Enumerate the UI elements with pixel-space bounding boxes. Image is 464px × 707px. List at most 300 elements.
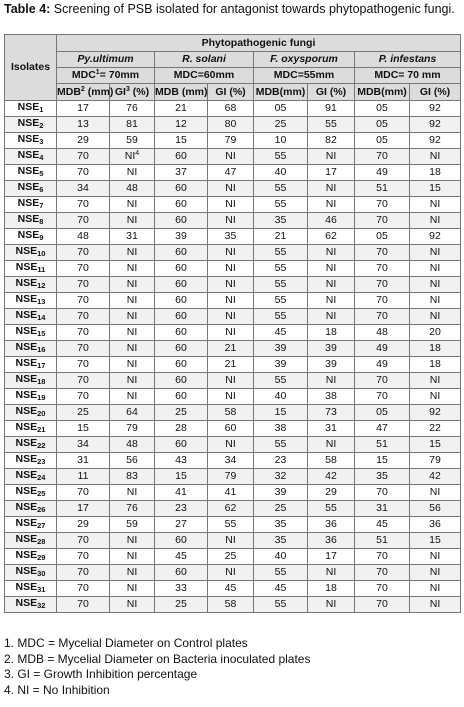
cell-p-infestans-gi: 18	[410, 357, 461, 373]
cell-py-ultimum-mdb: 11	[57, 469, 110, 485]
cell-py-ultimum-gi: NI	[110, 325, 155, 341]
cell-py-ultimum-mdb: 70	[57, 565, 110, 581]
cell-py-ultimum-mdb: 29	[57, 133, 110, 149]
isolate-name: $NSE_{17}$	[5, 357, 57, 373]
col-gi-py-ultimum: $GI^3$ (%)	[110, 84, 155, 101]
cell-f-oxysporum-gi: 38	[308, 389, 355, 405]
cell-r-solani-mdb: 39	[155, 229, 208, 245]
cell-f-oxysporum-gi: 17	[308, 549, 355, 565]
cell-py-ultimum-gi: NI	[110, 565, 155, 581]
cell-p-infestans-mdb: 31	[355, 501, 410, 517]
cell-p-infestans-mdb: 49	[355, 357, 410, 373]
cell-r-solani-mdb: 21	[155, 101, 208, 117]
cell-py-ultimum-gi: NI	[110, 277, 155, 293]
cell-r-solani-mdb: 25	[155, 597, 208, 613]
cell-p-infestans-gi: NI	[410, 277, 461, 293]
cell-p-infestans-mdb: 05	[355, 229, 410, 245]
cell-p-infestans-mdb: 48	[355, 325, 410, 341]
cell-py-ultimum-gi: 48	[110, 437, 155, 453]
table-row	[5, 469, 461, 485]
cell-py-ultimum-mdb: 70	[57, 245, 110, 261]
cell-p-infestans-gi: NI	[410, 261, 461, 277]
cell-f-oxysporum-mdb: 55	[254, 309, 308, 325]
cell-p-infestans-mdb: 15	[355, 453, 410, 469]
table-row	[5, 149, 461, 165]
cell-p-infestans-mdb: 05	[355, 117, 410, 133]
cell-py-ultimum-gi: 64	[110, 405, 155, 421]
cell-p-infestans-mdb: 35	[355, 469, 410, 485]
table-row	[5, 501, 461, 517]
col-gi-r-solani: GI (%)	[208, 84, 254, 101]
cell-p-infestans-gi: NI	[410, 549, 461, 565]
cell-f-oxysporum-mdb: 40	[254, 165, 308, 181]
cell-py-ultimum-mdb: 15	[57, 421, 110, 437]
cell-r-solani-mdb: 12	[155, 117, 208, 133]
isolate-name: $NSE_4$	[5, 149, 57, 165]
cell-r-solani-mdb: 23	[155, 501, 208, 517]
cell-r-solani-gi: NI	[208, 325, 254, 341]
table-caption	[4, 2, 460, 16]
cell-p-infestans-gi: NI	[410, 373, 461, 389]
cell-f-oxysporum-gi: 36	[308, 533, 355, 549]
cell-py-ultimum-mdb: 17	[57, 101, 110, 117]
cell-py-ultimum-gi: 83	[110, 469, 155, 485]
cell-p-infestans-mdb: 05	[355, 101, 410, 117]
cell-r-solani-gi: 47	[208, 165, 254, 181]
cell-py-ultimum-gi: NI	[110, 341, 155, 357]
cell-p-infestans-mdb: 70	[355, 597, 410, 613]
isolate-name: $NSE_7$	[5, 197, 57, 213]
cell-r-solani-gi: NI	[208, 309, 254, 325]
cell-r-solani-gi: NI	[208, 373, 254, 389]
cell-f-oxysporum-gi: NI	[308, 293, 355, 309]
cell-py-ultimum-gi: NI	[110, 245, 155, 261]
fungus-name-py-ultimum: Py.ultimum	[57, 52, 155, 68]
cell-f-oxysporum-gi: 39	[308, 357, 355, 373]
cell-py-ultimum-gi: NI	[110, 213, 155, 229]
cell-p-infestans-mdb: 05	[355, 133, 410, 149]
cell-f-oxysporum-mdb: 55	[254, 597, 308, 613]
cell-p-infestans-mdb: 70	[355, 485, 410, 501]
cell-f-oxysporum-mdb: 39	[254, 341, 308, 357]
table-row	[5, 549, 461, 565]
cell-py-ultimum-gi: NI	[110, 261, 155, 277]
col-gi-p-infestans: GI (%)	[410, 84, 461, 101]
caption-text: Screening of PSB isolated for antagonist towards phytopathogenic fungi.	[53, 2, 455, 16]
cell-py-ultimum-gi: 76	[110, 101, 155, 117]
cell-f-oxysporum-mdb: 40	[254, 549, 308, 565]
cell-py-ultimum-mdb: 70	[57, 213, 110, 229]
table-row	[5, 181, 461, 197]
header-row-columns	[5, 84, 461, 101]
cell-f-oxysporum-mdb: 55	[254, 277, 308, 293]
cell-f-oxysporum-gi: NI	[308, 197, 355, 213]
isolate-name: $NSE_6$	[5, 181, 57, 197]
cell-r-solani-gi: 35	[208, 229, 254, 245]
cell-r-solani-mdb: 15	[155, 469, 208, 485]
cell-r-solani-mdb: 27	[155, 517, 208, 533]
mdc-p-infestans: MDC= 70 mm	[355, 68, 461, 84]
isolate-name: $NSE_8$	[5, 213, 57, 229]
cell-f-oxysporum-mdb: 23	[254, 453, 308, 469]
table-row	[5, 101, 461, 117]
isolate-name: $NSE_{26}$	[5, 501, 57, 517]
cell-f-oxysporum-gi: NI	[308, 373, 355, 389]
table-row	[5, 405, 461, 421]
table-row	[5, 597, 461, 613]
table-row	[5, 293, 461, 309]
cell-r-solani-mdb: 60	[155, 389, 208, 405]
cell-py-ultimum-gi: NI	[110, 549, 155, 565]
cell-f-oxysporum-mdb: 55	[254, 565, 308, 581]
cell-r-solani-gi: NI	[208, 213, 254, 229]
cell-p-infestans-mdb: 51	[355, 533, 410, 549]
isolate-name: $NSE_{23}$	[5, 453, 57, 469]
cell-r-solani-gi: 79	[208, 469, 254, 485]
cell-f-oxysporum-gi: 29	[308, 485, 355, 501]
isolate-name: $NSE_{12}$	[5, 277, 57, 293]
isolate-name: $NSE_{13}$	[5, 293, 57, 309]
cell-p-infestans-mdb: 70	[355, 277, 410, 293]
cell-f-oxysporum-mdb: 55	[254, 437, 308, 453]
cell-f-oxysporum-gi: 55	[308, 501, 355, 517]
isolate-name: $NSE_{30}$	[5, 565, 57, 581]
col-mdb-p-infestans: MDB(mm)	[355, 84, 410, 101]
cell-py-ultimum-gi: 59	[110, 517, 155, 533]
cell-py-ultimum-gi: NI	[110, 533, 155, 549]
table-row	[5, 565, 461, 581]
table-row	[5, 437, 461, 453]
cell-r-solani-gi: 58	[208, 405, 254, 421]
cell-r-solani-mdb: 60	[155, 245, 208, 261]
cell-f-oxysporum-gi: 46	[308, 213, 355, 229]
table-row	[5, 165, 461, 181]
cell-py-ultimum-gi: NI	[110, 485, 155, 501]
cell-py-ultimum-gi: 48	[110, 181, 155, 197]
footnote-4: 4. NI = No Inhibition	[4, 682, 110, 697]
cell-p-infestans-mdb: 70	[355, 293, 410, 309]
cell-r-solani-gi: 25	[208, 549, 254, 565]
mdc-py-ultimum: $MDC^1= 70mm$	[57, 68, 155, 84]
cell-f-oxysporum-gi: 31	[308, 421, 355, 437]
cell-r-solani-mdb: 60	[155, 149, 208, 165]
isolate-name: $NSE_5$	[5, 165, 57, 181]
cell-r-solani-mdb: 28	[155, 421, 208, 437]
cell-f-oxysporum-mdb: 55	[254, 261, 308, 277]
header-row-fungi	[5, 52, 461, 68]
cell-py-ultimum-mdb: 34	[57, 181, 110, 197]
isolate-name: $NSE_{19}$	[5, 389, 57, 405]
cell-f-oxysporum-mdb: 25	[254, 501, 308, 517]
cell-r-solani-mdb: 60	[155, 261, 208, 277]
cell-p-infestans-mdb: 70	[355, 581, 410, 597]
table-row	[5, 277, 461, 293]
cell-r-solani-mdb: 43	[155, 453, 208, 469]
cell-py-ultimum-gi: $NI^4$	[110, 149, 155, 165]
isolate-name: $NSE_{11}$	[5, 261, 57, 277]
cell-p-infestans-gi: 92	[410, 117, 461, 133]
cell-r-solani-mdb: 60	[155, 309, 208, 325]
mdc-r-solani: MDC=60mm	[155, 68, 254, 84]
cell-p-infestans-mdb: 70	[355, 213, 410, 229]
cell-r-solani-mdb: 33	[155, 581, 208, 597]
cell-p-infestans-gi: 79	[410, 453, 461, 469]
cell-r-solani-mdb: 15	[155, 133, 208, 149]
cell-r-solani-gi: NI	[208, 389, 254, 405]
isolate-name: $NSE_9$	[5, 229, 57, 245]
cell-py-ultimum-mdb: 70	[57, 309, 110, 325]
table-row	[5, 373, 461, 389]
cell-f-oxysporum-gi: 39	[308, 341, 355, 357]
cell-py-ultimum-gi: NI	[110, 597, 155, 613]
cell-py-ultimum-gi: NI	[110, 581, 155, 597]
header-row-group	[5, 35, 461, 52]
cell-p-infestans-mdb: 05	[355, 405, 410, 421]
isolate-name: $NSE_{31}$	[5, 581, 57, 597]
cell-p-infestans-mdb: 70	[355, 261, 410, 277]
isolates-header: Isolates	[5, 35, 57, 101]
cell-p-infestans-gi: NI	[410, 245, 461, 261]
cell-py-ultimum-mdb: 70	[57, 549, 110, 565]
cell-py-ultimum-gi: 59	[110, 133, 155, 149]
table-row	[5, 213, 461, 229]
cell-p-infestans-gi: 42	[410, 469, 461, 485]
cell-py-ultimum-gi: NI	[110, 309, 155, 325]
table-row	[5, 117, 461, 133]
mdc-f-oxysporum: MDC=55mm	[254, 68, 355, 84]
isolate-name: $NSE_2$	[5, 117, 57, 133]
cell-p-infestans-gi: NI	[410, 565, 461, 581]
cell-f-oxysporum-mdb: 32	[254, 469, 308, 485]
cell-py-ultimum-mdb: 29	[57, 517, 110, 533]
cell-p-infestans-mdb: 45	[355, 517, 410, 533]
cell-f-oxysporum-mdb: 55	[254, 245, 308, 261]
isolate-name: $NSE_{32}$	[5, 597, 57, 613]
fungus-name-p-infestans: P. infestans	[355, 52, 461, 68]
isolate-name: $NSE_{29}$	[5, 549, 57, 565]
table-row	[5, 357, 461, 373]
cell-r-solani-gi: 58	[208, 597, 254, 613]
cell-r-solani-mdb: 60	[155, 533, 208, 549]
table-row	[5, 485, 461, 501]
cell-p-infestans-mdb: 49	[355, 165, 410, 181]
cell-r-solani-gi: NI	[208, 197, 254, 213]
cell-r-solani-gi: NI	[208, 565, 254, 581]
cell-py-ultimum-mdb: 70	[57, 341, 110, 357]
cell-f-oxysporum-gi: NI	[308, 149, 355, 165]
isolate-name: $NSE_{28}$	[5, 533, 57, 549]
cell-f-oxysporum-mdb: 55	[254, 293, 308, 309]
fungus-name-r-solani: R. solani	[155, 52, 254, 68]
cell-p-infestans-mdb: 70	[355, 309, 410, 325]
cell-py-ultimum-gi: NI	[110, 197, 155, 213]
col-gi-f-oxysporum: GI (%)	[308, 84, 355, 101]
table-row	[5, 389, 461, 405]
cell-p-infestans-gi: NI	[410, 389, 461, 405]
isolate-name: $NSE_{18}$	[5, 373, 57, 389]
cell-f-oxysporum-mdb: 40	[254, 389, 308, 405]
cell-p-infestans-gi: 15	[410, 437, 461, 453]
cell-f-oxysporum-gi: 91	[308, 101, 355, 117]
cell-py-ultimum-mdb: 70	[57, 485, 110, 501]
cell-py-ultimum-gi: 76	[110, 501, 155, 517]
cell-r-solani-mdb: 60	[155, 357, 208, 373]
cell-r-solani-gi: 21	[208, 341, 254, 357]
cell-p-infestans-gi: NI	[410, 197, 461, 213]
isolate-name: $NSE_{25}$	[5, 485, 57, 501]
cell-p-infestans-mdb: 47	[355, 421, 410, 437]
table-body	[5, 101, 461, 613]
cell-py-ultimum-mdb: 70	[57, 165, 110, 181]
cell-r-solani-mdb: 60	[155, 277, 208, 293]
cell-f-oxysporum-mdb: 35	[254, 213, 308, 229]
cell-p-infestans-gi: NI	[410, 597, 461, 613]
cell-py-ultimum-gi: 79	[110, 421, 155, 437]
cell-py-ultimum-mdb: 17	[57, 501, 110, 517]
cell-p-infestans-gi: 92	[410, 405, 461, 421]
cell-p-infestans-gi: 56	[410, 501, 461, 517]
cell-f-oxysporum-mdb: 55	[254, 181, 308, 197]
cell-r-solani-gi: 41	[208, 485, 254, 501]
cell-f-oxysporum-gi: 17	[308, 165, 355, 181]
cell-r-solani-gi: NI	[208, 437, 254, 453]
isolate-name: $NSE_{27}$	[5, 517, 57, 533]
cell-f-oxysporum-mdb: 35	[254, 517, 308, 533]
isolate-name: $NSE_{22}$	[5, 437, 57, 453]
table-row	[5, 517, 461, 533]
cell-py-ultimum-gi: NI	[110, 357, 155, 373]
table-row	[5, 261, 461, 277]
cell-p-infestans-mdb: 70	[355, 549, 410, 565]
cell-py-ultimum-mdb: 70	[57, 149, 110, 165]
cell-r-solani-gi: 21	[208, 357, 254, 373]
cell-p-infestans-gi: 92	[410, 133, 461, 149]
cell-r-solani-gi: 34	[208, 453, 254, 469]
cell-p-infestans-gi: 20	[410, 325, 461, 341]
cell-r-solani-gi: NI	[208, 293, 254, 309]
cell-p-infestans-gi: 15	[410, 533, 461, 549]
cell-py-ultimum-mdb: 70	[57, 373, 110, 389]
table-row	[5, 581, 461, 597]
header-row-mdc	[5, 68, 461, 84]
isolate-name: $NSE_{24}$	[5, 469, 57, 485]
cell-py-ultimum-mdb: 70	[57, 325, 110, 341]
cell-py-ultimum-mdb: 70	[57, 277, 110, 293]
cell-p-infestans-mdb: 51	[355, 437, 410, 453]
cell-r-solani-gi: 55	[208, 517, 254, 533]
cell-py-ultimum-gi: NI	[110, 389, 155, 405]
cell-f-oxysporum-gi: NI	[308, 261, 355, 277]
cell-py-ultimum-mdb: 70	[57, 597, 110, 613]
cell-r-solani-mdb: 60	[155, 181, 208, 197]
cell-py-ultimum-mdb: 25	[57, 405, 110, 421]
cell-py-ultimum-mdb: 70	[57, 357, 110, 373]
cell-py-ultimum-mdb: 31	[57, 453, 110, 469]
cell-p-infestans-gi: NI	[410, 309, 461, 325]
cell-p-infestans-gi: 22	[410, 421, 461, 437]
isolate-name: $NSE_{20}$	[5, 405, 57, 421]
isolate-name: $NSE_{16}$	[5, 341, 57, 357]
cell-f-oxysporum-mdb: 38	[254, 421, 308, 437]
footnotes	[4, 636, 460, 698]
cell-p-infestans-gi: NI	[410, 293, 461, 309]
cell-py-ultimum-mdb: 13	[57, 117, 110, 133]
cell-r-solani-mdb: 60	[155, 293, 208, 309]
cell-f-oxysporum-mdb: 55	[254, 373, 308, 389]
cell-py-ultimum-mdb: 70	[57, 533, 110, 549]
cell-r-solani-gi: 60	[208, 421, 254, 437]
cell-r-solani-mdb: 60	[155, 325, 208, 341]
cell-f-oxysporum-gi: 82	[308, 133, 355, 149]
table-row	[5, 197, 461, 213]
cell-f-oxysporum-gi: NI	[308, 597, 355, 613]
cell-f-oxysporum-mdb: 21	[254, 229, 308, 245]
cell-f-oxysporum-mdb: 35	[254, 533, 308, 549]
cell-p-infestans-gi: 15	[410, 181, 461, 197]
cell-p-infestans-gi: NI	[410, 581, 461, 597]
isolate-name: $NSE_{21}$	[5, 421, 57, 437]
fungus-name-f-oxysporum: F. oxysporum	[254, 52, 355, 68]
cell-f-oxysporum-gi: 36	[308, 517, 355, 533]
cell-f-oxysporum-gi: 18	[308, 581, 355, 597]
cell-f-oxysporum-gi: 55	[308, 117, 355, 133]
cell-py-ultimum-mdb: 70	[57, 261, 110, 277]
cell-py-ultimum-gi: NI	[110, 373, 155, 389]
cell-r-solani-gi: 62	[208, 501, 254, 517]
cell-p-infestans-gi: 92	[410, 101, 461, 117]
cell-p-infestans-mdb: 70	[355, 373, 410, 389]
cell-r-solani-mdb: 60	[155, 197, 208, 213]
cell-r-solani-gi: NI	[208, 533, 254, 549]
cell-r-solani-mdb: 25	[155, 405, 208, 421]
table-row	[5, 133, 461, 149]
cell-r-solani-mdb: 41	[155, 485, 208, 501]
cell-py-ultimum-gi: 56	[110, 453, 155, 469]
cell-r-solani-mdb: 60	[155, 373, 208, 389]
cell-py-ultimum-gi: NI	[110, 165, 155, 181]
table-row	[5, 341, 461, 357]
cell-p-infestans-mdb: 51	[355, 181, 410, 197]
table-row	[5, 453, 461, 469]
cell-r-solani-gi: NI	[208, 149, 254, 165]
screening-table	[4, 34, 461, 613]
cell-p-infestans-mdb: 70	[355, 149, 410, 165]
caption-label: Table 4:	[4, 2, 51, 16]
table-row	[5, 229, 461, 245]
cell-p-infestans-gi: NI	[410, 149, 461, 165]
cell-p-infestans-mdb: 70	[355, 389, 410, 405]
cell-r-solani-gi: 45	[208, 581, 254, 597]
cell-f-oxysporum-gi: NI	[308, 565, 355, 581]
cell-f-oxysporum-mdb: 05	[254, 101, 308, 117]
cell-f-oxysporum-gi: 58	[308, 453, 355, 469]
cell-r-solani-gi: NI	[208, 277, 254, 293]
cell-py-ultimum-mdb: 34	[57, 437, 110, 453]
cell-py-ultimum-gi: NI	[110, 293, 155, 309]
cell-py-ultimum-mdb: 70	[57, 293, 110, 309]
cell-r-solani-mdb: 45	[155, 549, 208, 565]
cell-py-ultimum-mdb: 70	[57, 389, 110, 405]
cell-py-ultimum-gi: 31	[110, 229, 155, 245]
cell-f-oxysporum-mdb: 45	[254, 325, 308, 341]
cell-r-solani-gi: 79	[208, 133, 254, 149]
cell-r-solani-gi: 80	[208, 117, 254, 133]
col-mdb-f-oxysporum: MDB(mm)	[254, 84, 308, 101]
cell-f-oxysporum-gi: NI	[308, 181, 355, 197]
cell-f-oxysporum-mdb: 45	[254, 581, 308, 597]
footnote-1: 1. MDC = Mycelial Diameter on Control plates	[4, 636, 248, 650]
cell-py-ultimum-mdb: 70	[57, 581, 110, 597]
